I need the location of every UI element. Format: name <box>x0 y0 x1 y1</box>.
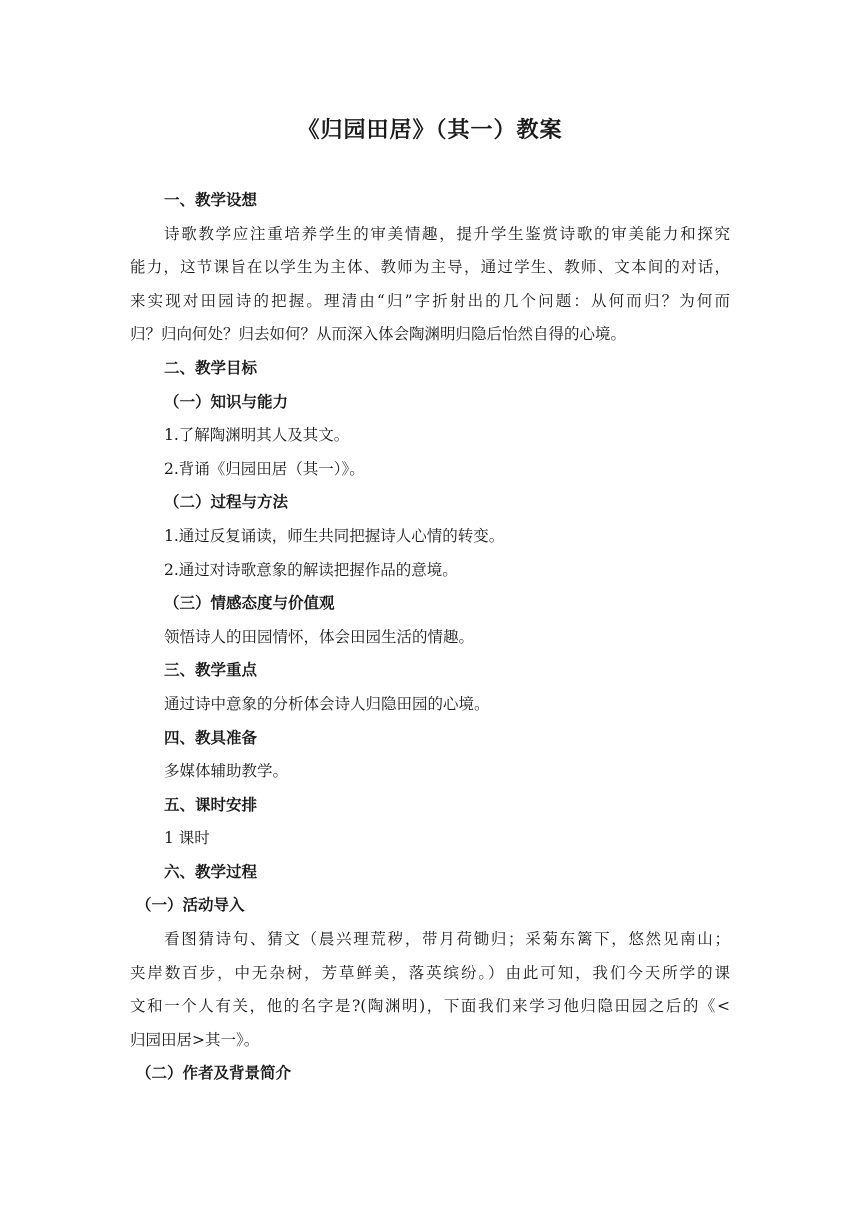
section-heading-teaching-goals: 二、教学目标 <box>164 358 258 377</box>
section-heading-materials: 四、教具准备 <box>164 728 258 747</box>
paragraph-line: 多媒体辅助教学。 <box>164 762 289 781</box>
subsection-heading-author-background: （二）作者及背景简介 <box>136 1064 292 1083</box>
list-item: 领悟诗人的田园情怀，体会田园生活的情趣。 <box>164 627 475 646</box>
list-item: 2.背诵《归园田居（其一）》。 <box>164 459 365 478</box>
subsection-heading-emotion: （三）情感态度与价值观 <box>164 594 335 613</box>
list-item: 1.了解陶渊明其人及其文。 <box>164 426 350 445</box>
section-heading-teaching-process: 六、教学过程 <box>164 862 258 881</box>
list-item: 1.通过反复诵读，师生共同把握诗人心情的转变。 <box>164 526 505 545</box>
paragraph-line: 文和一个人有关，他的名字是?(陶渊明)，下面我们来学习他归隐田园之后的《< <box>130 997 730 1016</box>
paragraph-line: 归园田居>其一》。 <box>130 1030 260 1049</box>
paragraph-line: 通过诗中意象的分析体会诗人归隐田园的心境。 <box>164 694 490 713</box>
subsection-heading-intro-activity: （一）活动导入 <box>136 896 245 915</box>
paragraph-line: 来实现对田园诗的把握。理清由“归”字折射出的几个问题：从何而归？为何而 <box>130 291 730 310</box>
section-heading-schedule: 五、课时安排 <box>164 795 258 814</box>
section-heading-key-points: 三、教学重点 <box>164 661 258 680</box>
document-title: 《归园田居》（其一）教案 <box>297 118 563 143</box>
document-body <box>130 184 730 1091</box>
paragraph-line: 看图猜诗句、猜文（晨兴理荒秽，带月荷锄归；采菊东篱下，悠然见南山； <box>164 930 730 949</box>
subsection-heading-knowledge: （一）知识与能力 <box>164 392 289 411</box>
paragraph-line: 夹岸数百步，中无杂树，芳草鲜美，落英缤纷。）由此可知，我们今天所学的课 <box>130 963 730 982</box>
paragraph-line: 诗歌教学应注重培养学生的审美情趣，提升学生鉴赏诗歌的审美能力和探究 <box>164 224 730 243</box>
list-item: 2.通过对诗歌意象的解读把握作品的意境。 <box>164 560 458 579</box>
subsection-heading-process: （二）过程与方法 <box>164 493 289 512</box>
section-heading-teaching-concept: 一、教学设想 <box>164 191 258 209</box>
paragraph-line: 归？归向何处？归去如何？从而深入体会陶渊明归隐后怡然自得的心境。 <box>130 325 627 344</box>
paragraph-line: 能力，这节课旨在以学生为主体、教师为主导，通过学生、教师、文本间的对话， <box>130 258 730 277</box>
paragraph-line: 1 课时 <box>164 829 210 848</box>
